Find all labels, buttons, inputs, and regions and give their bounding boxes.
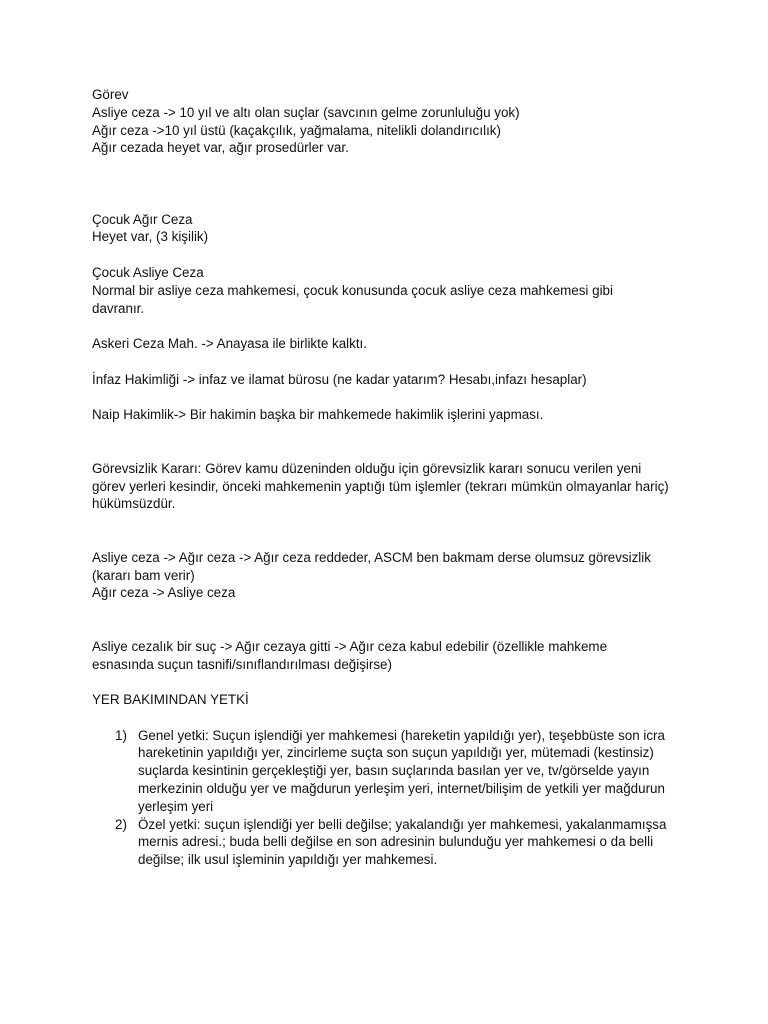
header-line-4: Ağır cezada heyet var, ağır prosedürler var. [92, 140, 349, 156]
spacer [92, 513, 692, 549]
list-item-number: 1) [115, 727, 127, 743]
list-item-number: 2) [115, 816, 127, 832]
header-line-2: Asliye ceza -> 10 yıl ve altı olan suçlar (savcının gelme zorunluluğu yok) [92, 104, 520, 120]
spacer [92, 602, 692, 638]
asliye-flow-2: Ağır ceza -> Asliye ceza [92, 585, 236, 601]
naip-paragraph: Naip Hakimlik-> Bir hakimin başka bir mahkemede hakimlik işlerini yapması. [92, 407, 544, 423]
cocuk-agir-ceza-title: Çocuk Ağır Ceza [92, 211, 193, 227]
header-line-1: Görev [92, 87, 129, 102]
list-item [92, 816, 678, 869]
spacer [92, 353, 692, 371]
spacer [92, 157, 692, 210]
cocuk-asliye-ceza-text: Normal bir asliye ceza mahkemesi, çocuk konusunda çocuk asliye ceza mahkemesi gibi davranır. [92, 282, 613, 316]
list-item-text: Özel yetki: suçun işlendiği yer belli değilse; yakalandığı yer mahkemesi, yakalanmamışsa mernis adresi.; buda belli değilse en son adresinin bulunduğu yer mahkemesi o da belli değilse; ilk usul işleminin yapıldığı yer mahkemesi. [138, 816, 667, 868]
spacer [92, 246, 692, 264]
askeri-ceza-paragraph: Askeri Ceza Mah. -> Anayasa ile birlikte kalktı. [92, 336, 367, 352]
asliye-flow-1: Asliye ceza -> Ağır ceza -> Ağır ceza reddeder, ASCM ben bakmam derse olumsuz görevsizlik (kararı bam verir) [92, 549, 651, 583]
spacer [92, 709, 692, 727]
cocuk-asliye-ceza-title: Çocuk Asliye Ceza [92, 264, 204, 280]
gorevsizlik-paragraph: Görevsizlik Kararı: Görev kamu düzeninden olduğu için görevsizlik kararı sonucu verilen yeni görev yerleri kesindir, önceki mahkemenin yaptığı tüm işlemler (tekrarı mümkün olmayanlar hariç) hükümsüzdür. [92, 460, 669, 512]
infaz-paragraph: İnfaz Hakimliği -> infaz ve ilamat bürosu (ne kadar yatarım? Hesabı,infazı hesaplar) [92, 371, 587, 387]
header-line-3: Ağır ceza ->10 yıl üstü (kaçakçılık, yağmalama, nitelikli dolandırıcılık) [92, 122, 501, 138]
spacer [92, 317, 692, 335]
asliye-cezalik-paragraph: Asliye cezalık bir suç -> Ağır cezaya gitti -> Ağır ceza kabul edebilir (özellikle mahkeme esnasında suçun tasnifi/sınıflandırılması değişirse) [92, 638, 608, 672]
spacer [92, 673, 692, 691]
cocuk-agir-ceza-text: Heyet var, (3 kişilik) [92, 229, 209, 245]
list-item-text: Genel yetki: Suçun işlendiği yer mahkemesi (hareketin yapıldığı yer), teşebbüste son icra hareketinin yapıldığı yer, zincirleme suçta son suçun yapıldığı yer, mütemadi (kestinsiz) suçlarda kesintinin gerçekleştiği yer, basın suçlarında basılan yer ve, tv/görselde yayın merkezinin olduğu yer ve mağdurun yerleşim yeri, internet/bilişim de yetkili yer mağdurun yerleşim yeri [138, 727, 665, 814]
list-item [92, 727, 678, 816]
document-page [92, 86, 692, 869]
spacer [92, 424, 692, 460]
yer-yetki-list [92, 727, 692, 869]
yer-bakimindan-heading: YER BAKIMINDAN YETKİ [92, 692, 249, 708]
spacer [92, 389, 692, 407]
